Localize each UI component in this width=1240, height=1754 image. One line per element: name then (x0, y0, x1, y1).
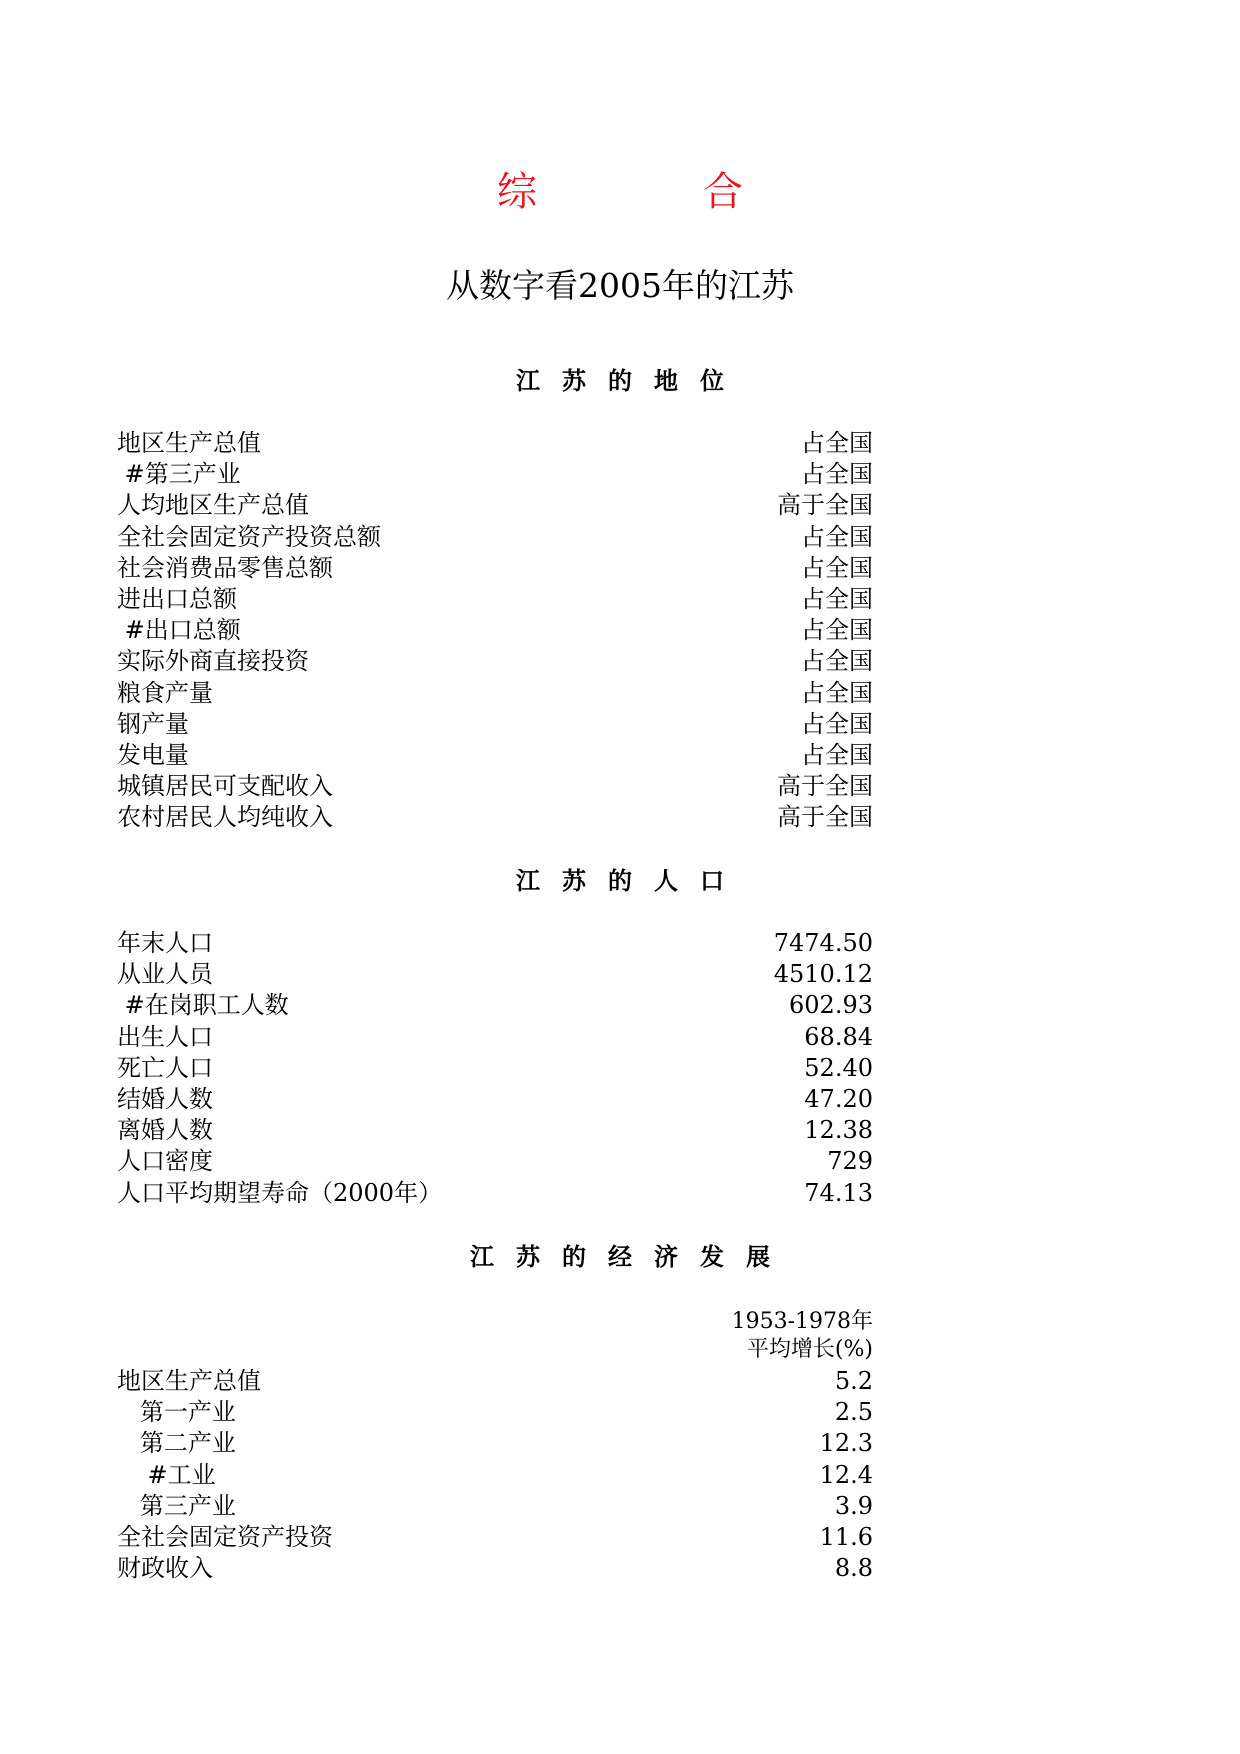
table-row (117, 678, 873, 709)
column-header (690, 1308, 873, 1364)
row-value: 729 (827, 1147, 873, 1176)
chapter-title (0, 168, 1240, 216)
heading-char: 江 (516, 366, 540, 395)
heading-char: 苏 (516, 1242, 540, 1271)
row-value: 68.84 (804, 1022, 873, 1051)
row-label: 从业人员 (117, 960, 213, 989)
row-label: 地区生产总值 (117, 429, 261, 457)
row-label: #出口总额 (117, 616, 241, 645)
table-row (117, 1428, 873, 1459)
row-value: 12.3 (819, 1429, 873, 1458)
heading-char: 人 (654, 866, 678, 895)
row-label: 人均地区生产总值 (117, 491, 309, 520)
table-row (117, 740, 873, 771)
heading-char: 地 (654, 366, 678, 395)
row-value: 52.40 (804, 1053, 873, 1082)
table-row (117, 1178, 873, 1209)
row-value: 8.8 (834, 1554, 873, 1583)
row-value: 占全国 (801, 522, 873, 551)
chapter-title-char: 综 (497, 169, 537, 215)
table-row (117, 802, 873, 833)
row-label: #工业 (117, 1460, 216, 1489)
row-value: 74.13 (804, 1178, 873, 1207)
table-row (117, 1460, 873, 1491)
section-heading-economy (0, 1242, 1240, 1272)
status-table (117, 428, 873, 833)
heading-char: 苏 (562, 366, 586, 395)
table-row (117, 553, 873, 584)
column-header-line2: 平均增长(%) (746, 1337, 873, 1362)
row-label: 钢产量 (117, 709, 189, 738)
page-subtitle: 从数字看2005年的江苏 (446, 266, 794, 305)
table-row (117, 522, 873, 553)
row-label: 城镇居民可支配收入 (117, 772, 333, 801)
table-row (117, 959, 873, 990)
heading-char: 的 (562, 1242, 586, 1271)
chapter-title-char: 合 (703, 169, 743, 215)
row-value: 11.6 (819, 1522, 873, 1551)
table-row (117, 1553, 873, 1584)
row-label: 粮食产量 (117, 678, 213, 707)
row-value: 4510.12 (773, 960, 873, 989)
row-value: 占全国 (801, 460, 873, 489)
table-row (117, 646, 873, 677)
row-label: 第一产业 (117, 1398, 236, 1427)
table-row (117, 615, 873, 646)
row-value: 12.38 (804, 1116, 873, 1145)
table-row (117, 709, 873, 740)
row-label: 地区生产总值 (117, 1367, 261, 1395)
heading-char: 的 (608, 366, 632, 395)
row-label: 社会消费品零售总额 (117, 553, 333, 582)
column-header-line1: 1953-1978年 (731, 1309, 873, 1334)
row-value: 2.5 (834, 1398, 873, 1427)
heading-char: 江 (516, 866, 540, 895)
table-row (117, 1522, 873, 1553)
section-heading-status (0, 366, 1240, 396)
heading-char: 江 (470, 1242, 494, 1271)
row-value: 占全国 (801, 584, 873, 613)
row-label: 年末人口 (117, 929, 213, 957)
table-row (117, 1053, 873, 1084)
row-value: 高于全国 (777, 772, 873, 801)
row-label: 结婚人数 (117, 1084, 213, 1113)
table-row (117, 1397, 873, 1428)
row-label: #第三产业 (117, 460, 241, 489)
table-row (117, 1146, 873, 1177)
row-value: 占全国 (801, 616, 873, 645)
table-row (117, 1084, 873, 1115)
heading-char: 经 (608, 1242, 632, 1271)
row-label: 实际外商直接投资 (117, 647, 309, 676)
row-label: 第二产业 (117, 1429, 236, 1458)
row-value: 7474.50 (773, 929, 873, 957)
table-row (117, 584, 873, 615)
section-heading-population (0, 866, 1240, 896)
heading-char: 发 (700, 1242, 724, 1271)
heading-char: 口 (700, 866, 724, 895)
row-value: 高于全国 (777, 803, 873, 832)
row-label: 财政收入 (117, 1554, 213, 1583)
row-label: 农村居民人均纯收入 (117, 803, 333, 832)
row-label: 全社会固定资产投资 (117, 1522, 333, 1551)
table-row (117, 1115, 873, 1146)
row-label: 进出口总额 (117, 584, 237, 613)
table-row (117, 771, 873, 802)
row-value: 高于全国 (777, 491, 873, 520)
row-value: 占全国 (801, 429, 873, 457)
table-row (117, 990, 873, 1021)
row-value: 12.4 (819, 1460, 873, 1489)
table-row (117, 1022, 873, 1053)
row-label: 全社会固定资产投资总额 (117, 522, 381, 551)
economy-table (117, 1366, 873, 1584)
heading-char: 位 (700, 366, 724, 395)
table-row (117, 428, 873, 459)
row-value: 3.9 (834, 1491, 873, 1520)
row-value: 占全国 (801, 709, 873, 738)
row-value: 占全国 (801, 740, 873, 769)
row-value: 602.93 (789, 991, 873, 1020)
table-row (117, 1491, 873, 1522)
table-row (117, 928, 873, 959)
table-row (117, 1366, 873, 1397)
heading-char: 展 (746, 1242, 770, 1271)
row-value: 5.2 (834, 1367, 873, 1395)
row-value: 占全国 (801, 678, 873, 707)
row-value: 47.20 (804, 1084, 873, 1113)
row-label: 人口密度 (117, 1147, 213, 1176)
row-label: 死亡人口 (117, 1053, 213, 1082)
row-label: 离婚人数 (117, 1116, 213, 1145)
row-label: 发电量 (117, 740, 189, 769)
row-label: #在岗职工人数 (117, 991, 289, 1020)
row-value: 占全国 (801, 553, 873, 582)
row-label: 第三产业 (117, 1491, 236, 1520)
heading-char: 苏 (562, 866, 586, 895)
table-row (117, 459, 873, 490)
row-label: 出生人口 (117, 1022, 213, 1051)
heading-char: 济 (654, 1242, 678, 1271)
population-table (117, 928, 873, 1209)
row-value: 占全国 (801, 647, 873, 676)
row-label: 人口平均期望寿命（2000年） (117, 1178, 443, 1207)
table-row (117, 490, 873, 521)
heading-char: 的 (608, 866, 632, 895)
